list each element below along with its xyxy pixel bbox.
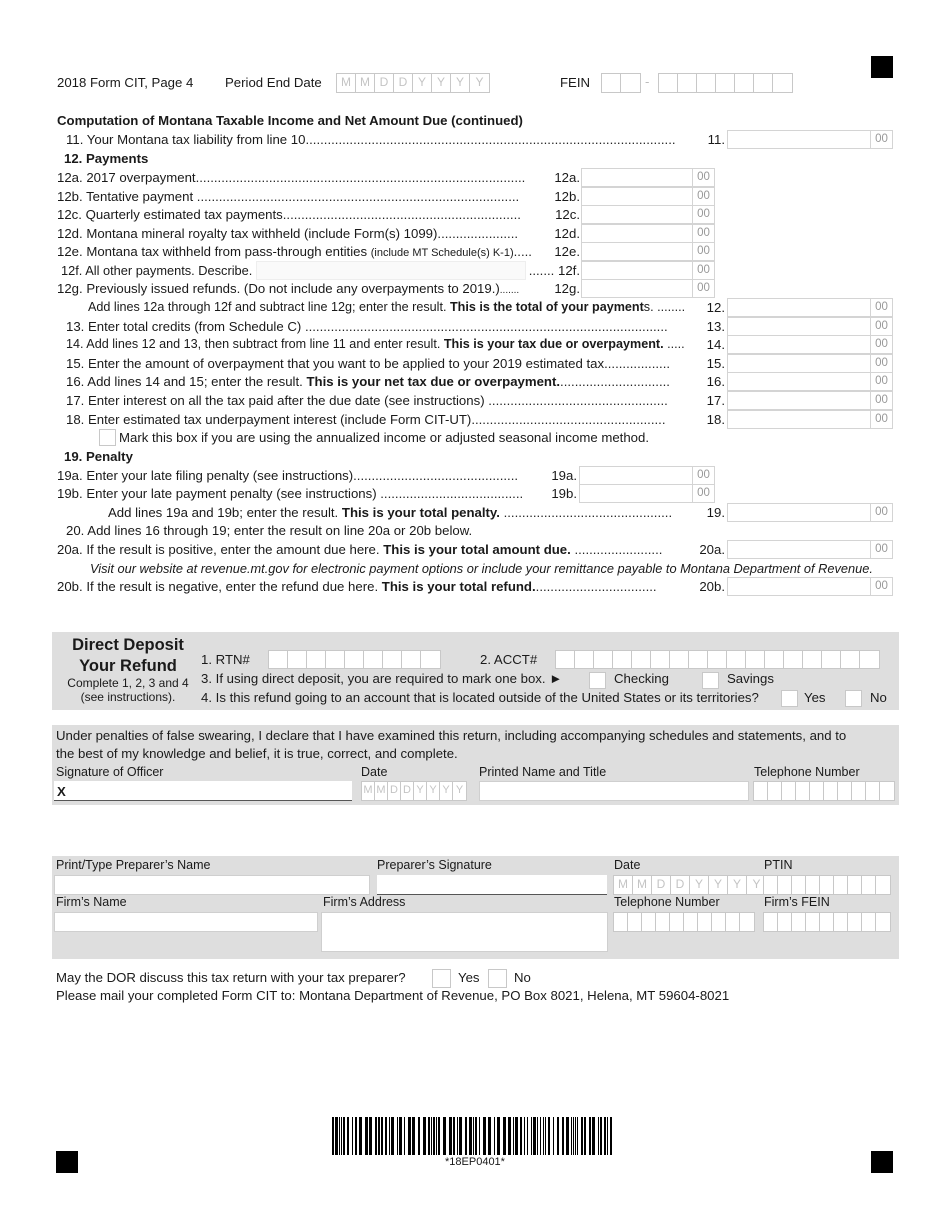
firm-fein-input[interactable] xyxy=(763,912,891,932)
barcode-bar xyxy=(332,1117,334,1155)
direct-deposit-title: Direct Deposit xyxy=(72,636,184,654)
barcode-bar xyxy=(433,1117,435,1155)
barcode-bar xyxy=(553,1117,554,1155)
barcode-bar xyxy=(423,1117,426,1155)
registration-mark-top-right xyxy=(871,56,893,78)
rtn-label: 1. RTN# xyxy=(201,652,250,667)
line-19-heading: 19. Penalty xyxy=(64,449,133,464)
line-12d: 12d. Montana mineral royalty tax withheld (include Form(s) 1099)...................... 12d. xyxy=(57,226,580,241)
line-12-total: Add lines 12a through 12f and subtract line 12g; enter the result. This is the total of your payments. ........ 12. xyxy=(88,300,725,315)
line-11-label: 11. Your Montana tax liability from line 10 xyxy=(66,132,306,147)
barcode-bar xyxy=(508,1117,511,1155)
barcode-bar xyxy=(352,1117,353,1155)
acct-label: 2. ACCT# xyxy=(480,652,538,667)
line-14-amount[interactable]: 00 xyxy=(727,335,893,354)
line-12e-amount[interactable]: 00 xyxy=(581,242,715,261)
line-19-total-amount[interactable]: 00 xyxy=(727,503,893,522)
fein-label: FEIN xyxy=(560,75,591,90)
line-12-total-amount[interactable]: 00 xyxy=(727,298,893,317)
barcode-bar xyxy=(335,1117,338,1155)
barcode-bar xyxy=(503,1117,506,1155)
line-20b-amount[interactable]: 00 xyxy=(727,577,893,596)
barcode-bar xyxy=(355,1117,357,1155)
line-14: 14. Add lines 12 and 13, then subtract from line 11 and enter result. This is your tax due or overpayment. ..... 14. xyxy=(66,337,725,352)
acct-input[interactable] xyxy=(555,650,880,669)
dor-discuss-yes-checkbox[interactable] xyxy=(432,969,451,988)
barcode-bar xyxy=(540,1117,541,1155)
dor-discuss-question: May the DOR discuss this tax return with your tax preparer? xyxy=(56,970,406,985)
line-13-amount[interactable]: 00 xyxy=(727,317,893,336)
barcode-bar xyxy=(524,1117,525,1155)
barcode-bar xyxy=(598,1117,599,1155)
registration-mark-bottom-right xyxy=(871,1151,893,1173)
line-12-heading: 12. Payments xyxy=(64,151,149,166)
barcode-bar xyxy=(449,1117,452,1155)
barcode-bar xyxy=(438,1117,440,1155)
barcode-bar xyxy=(431,1117,432,1155)
barcode-bar xyxy=(479,1117,480,1155)
barcode-bar xyxy=(404,1117,405,1155)
preparer-panel: Print/Type Preparer’s Name Preparer’s Signature Date PTIN M M D D Y Y Y Y Firm’s Name Firm’s Address Telephone Number Firm’s FEIN xyxy=(52,856,899,959)
line-20: 20. Add lines 16 through 19; enter the result on line 20a or 20b below. xyxy=(66,523,473,538)
barcode-bar xyxy=(399,1117,402,1155)
line-12c: 12c. Quarterly estimated tax payments................................................................. 12c. xyxy=(57,207,580,222)
mailing-instructions: Please mail your completed Form CIT to: Montana Department of Revenue, PO Box 8021, Helena, MT 59604-8021 xyxy=(56,988,730,1003)
ptin-input[interactable] xyxy=(763,875,891,895)
barcode-bar xyxy=(365,1117,368,1155)
barcode-bar xyxy=(557,1117,559,1155)
barcode-bar xyxy=(573,1117,574,1155)
line-12c-amount[interactable]: 00 xyxy=(581,205,715,224)
line-19b: 19b. Enter your late payment penalty (see instructions) ....................................... 19b. xyxy=(57,486,577,501)
line-12f: 12f. All other payments. Describe. ....... 12f. xyxy=(61,263,580,278)
barcode-bar xyxy=(473,1117,474,1155)
line-12a-amount[interactable]: 00 xyxy=(581,168,715,187)
barcode-bar xyxy=(515,1117,518,1155)
barcode-bar xyxy=(610,1117,612,1155)
barcode-bar xyxy=(488,1117,491,1155)
line-11-ref: 11. xyxy=(707,132,725,147)
section-title: Computation of Montana Taxable Income and Net Amount Due (continued) xyxy=(57,113,523,128)
barcode-bar xyxy=(497,1117,500,1155)
fein-separator: - xyxy=(645,74,650,89)
barcode-bar xyxy=(575,1117,576,1155)
barcode-bar xyxy=(359,1117,362,1155)
officer-signature-field[interactable]: X xyxy=(54,781,352,801)
period-end-date-label: Period End Date xyxy=(225,75,322,90)
line-19a-amount[interactable]: 00 xyxy=(579,466,715,485)
barcode-bar xyxy=(589,1117,591,1155)
barcode-bar xyxy=(341,1117,342,1155)
line-15: 15. Enter the amount of overpayment that you want to be applied to your 2019 estimated tax.................. 15. xyxy=(66,356,725,371)
line-12g: 12g. Previously issued refunds. (Do not include any overpayments to 2019.)....... 12g. xyxy=(57,281,580,296)
declaration-panel: Under penalties of false swearing, I declare that I have examined this return, including accompanying schedules and statements, and to the best of my knowledge and belief, it is true, correct, and complete. Signature of Officer Date Printed Name and Title Telephone Number X M M D D Y Y Y Y xyxy=(52,725,899,805)
barcode-bar xyxy=(494,1117,495,1155)
line-20b: 20b. If the result is negative, enter the refund due here. This is your total refund.................................. 20b. xyxy=(57,579,725,594)
barcode-bar xyxy=(459,1117,462,1155)
line-16-amount[interactable]: 00 xyxy=(727,372,893,391)
barcode-bar xyxy=(513,1117,514,1155)
barcode-bar xyxy=(381,1117,383,1155)
checking-checkbox[interactable] xyxy=(589,672,606,689)
barcode-bar xyxy=(577,1117,578,1155)
savings-checkbox[interactable] xyxy=(702,672,719,689)
barcode-bar xyxy=(592,1117,595,1155)
barcode-bar xyxy=(436,1117,437,1155)
barcode xyxy=(332,1117,618,1155)
line-17-amount[interactable]: 00 xyxy=(727,391,893,410)
line-18-mark: Mark this box if you are using the annualized income or adjusted seasonal income method. xyxy=(119,430,649,445)
barcode-bar xyxy=(385,1117,387,1155)
line-17: 17. Enter interest on all the tax paid after the due date (see instructions) ................................................. 17. xyxy=(66,393,725,408)
barcode-bar xyxy=(453,1117,455,1155)
barcode-bar xyxy=(548,1117,550,1155)
barcode-bar xyxy=(469,1117,472,1155)
line-20-note: Visit our website at revenue.mt.gov for electronic payment options or include your remittance payable to Montana Department of Revenue. xyxy=(90,561,873,576)
barcode-bar xyxy=(418,1117,420,1155)
registration-mark-bottom-left xyxy=(56,1151,78,1173)
barcode-bar xyxy=(584,1117,586,1155)
barcode-bar xyxy=(389,1117,390,1155)
line-12d-amount[interactable]: 00 xyxy=(581,224,715,243)
period-end-date-input[interactable]: M M D D Y Y Y Y xyxy=(336,73,490,93)
line-20a: 20a. If the result is positive, enter the amount due here. This is your total amount due. ........................ 20a. xyxy=(57,542,725,557)
barcode-bar xyxy=(531,1117,532,1155)
barcode-bar xyxy=(566,1117,569,1155)
line-12b-amount[interactable]: 00 xyxy=(581,187,715,206)
line-11-amount[interactable]: 00 xyxy=(727,130,893,149)
barcode-bar xyxy=(607,1117,608,1155)
preparer-signature-field[interactable] xyxy=(377,875,607,895)
barcode-bar xyxy=(581,1117,583,1155)
fein-input-prefix[interactable] xyxy=(601,73,641,93)
barcode-bar xyxy=(600,1117,602,1155)
barcode-bar xyxy=(604,1117,606,1155)
printed-name-title-input[interactable] xyxy=(479,781,749,801)
preparer-date-input[interactable]: M M D D Y Y Y Y xyxy=(613,875,767,895)
barcode-bar xyxy=(412,1117,415,1155)
barcode-bar xyxy=(545,1117,546,1155)
line-12f-description[interactable] xyxy=(256,261,526,280)
firm-name-input[interactable] xyxy=(54,912,318,932)
barcode-bar xyxy=(520,1117,522,1155)
line-19-total: Add lines 19a and 19b; enter the result. This is your total penalty. .............................................. 19. xyxy=(108,505,725,520)
barcode-bar xyxy=(428,1117,430,1155)
barcode-bar xyxy=(533,1117,536,1155)
barcode-bar xyxy=(343,1117,345,1155)
line-18: 18. Enter estimated tax underpayment interest (include Form CIT-UT)..................................................... 18. xyxy=(66,412,725,427)
line-11: 11. Your Montana tax liability from line 10..................................................................................................... 11. xyxy=(66,132,725,147)
line-15-amount[interactable]: 00 xyxy=(727,354,893,373)
barcode-bar xyxy=(543,1117,544,1155)
line-12a: 12a. 2017 overpayment.......................................................................................... 12a. xyxy=(57,170,580,185)
fein-input-suffix[interactable] xyxy=(658,73,793,93)
direct-deposit-panel: Direct Deposit Your Refund Complete 1, 2, 3 and 4 (see instructions). 1. RTN# 2. ACCT# 3. If using direct deposit, you are required to mark one box. ► Checking Savings 4. Is this refund going to an account that is located outside of the United States or its territories? Yes No xyxy=(52,632,899,710)
barcode-bar xyxy=(339,1117,340,1155)
barcode-bar xyxy=(475,1117,477,1155)
barcode-bar xyxy=(562,1117,564,1155)
barcode-bar xyxy=(397,1117,398,1155)
outside-us-yes-checkbox[interactable] xyxy=(781,690,798,707)
dor-discuss-no-checkbox[interactable] xyxy=(488,969,507,988)
line-19b-amount[interactable]: 00 xyxy=(579,484,715,503)
barcode-text: *18EP0401* xyxy=(445,1156,505,1168)
firm-phone-input[interactable] xyxy=(613,912,755,932)
line-12f-amount[interactable]: 00 xyxy=(581,261,715,280)
deposit-q3-label: 3. If using direct deposit, you are required to mark one box. ► xyxy=(201,671,563,686)
line-12b: 12b. Tentative payment ........................................................................................ 12b. xyxy=(57,189,580,204)
barcode-bar xyxy=(408,1117,411,1155)
line-19a: 19a. Enter your late filing penalty (see instructions)............................................. 19a. xyxy=(57,468,577,483)
line-13: 13. Enter total credits (from Schedule C) ................................................................................................... 13. xyxy=(66,319,725,334)
barcode-bar xyxy=(537,1117,538,1155)
line-12g-amount[interactable]: 00 xyxy=(581,279,715,298)
barcode-bar xyxy=(483,1117,486,1155)
barcode-bar xyxy=(465,1117,467,1155)
barcode-bar xyxy=(347,1117,349,1155)
preparer-name-input[interactable] xyxy=(54,875,370,895)
barcode-bar xyxy=(443,1117,446,1155)
line-20a-amount[interactable]: 00 xyxy=(727,540,893,559)
outside-us-no-checkbox[interactable] xyxy=(845,690,862,707)
rtn-input[interactable] xyxy=(268,650,441,669)
barcode-bar xyxy=(375,1117,377,1155)
line-18-amount[interactable]: 00 xyxy=(727,410,893,429)
line-16: 16. Add lines 14 and 15; enter the result. This is your net tax due or overpayment............................... 16. xyxy=(66,374,725,389)
barcode-bar xyxy=(378,1117,380,1155)
barcode-bar xyxy=(369,1117,372,1155)
officer-date-input[interactable]: M M D D Y Y Y Y xyxy=(361,781,467,801)
officer-phone-input[interactable] xyxy=(753,781,895,801)
deposit-q4-label: 4. Is this refund going to an account that is located outside of the United States or its territories? xyxy=(201,690,759,705)
line-12e: 12e. Montana tax withheld from pass-through entities (include MT Schedule(s) K-1)..... 12e. xyxy=(57,244,580,259)
barcode-bar xyxy=(571,1117,572,1155)
barcode-bar xyxy=(391,1117,394,1155)
barcode-bar xyxy=(457,1117,458,1155)
form-page-label: 2018 Form CIT, Page 4 xyxy=(57,75,194,90)
barcode-bar xyxy=(527,1117,528,1155)
firm-address-input[interactable] xyxy=(321,912,608,952)
